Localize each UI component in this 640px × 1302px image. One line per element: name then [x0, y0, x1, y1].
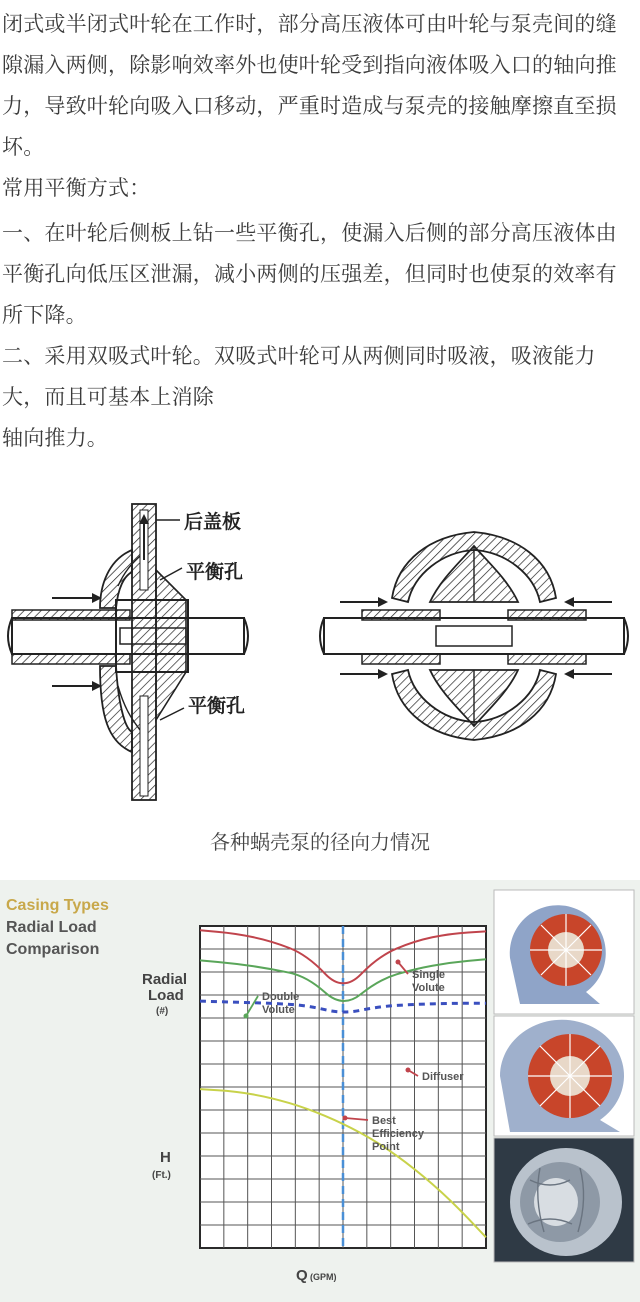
annotation-double-volute-line-2: Volute	[262, 1004, 295, 1016]
annotation-single-volute-arrow-head	[396, 960, 401, 965]
single-suction-impeller	[8, 504, 248, 800]
paragraph-method-two-end: 轴向推力。	[2, 426, 108, 450]
annotation-double-volute-line-1: Double	[262, 991, 300, 1003]
label-balance-hole-top: 平衡孔	[186, 561, 244, 583]
annotation-bep-line-2: Efficiency	[372, 1128, 424, 1140]
paragraph-intro: 闭式或半闭式叶轮在工作时，部分高压液体可由叶轮与泵壳间的缝隙漏入两侧，除影响效率外也使叶轮受到指向液体吸入口的轴向推力，导致叶轮向吸入口移动，严重时造成与泵壳的接触摩擦直至损 坏。	[2, 12, 617, 159]
double-suction-impeller	[320, 532, 628, 740]
x-label-q-unit: (GPM)	[310, 1272, 337, 1282]
impeller-diagram	[0, 490, 640, 820]
x-label-q: Q	[296, 1267, 308, 1284]
chart-caption: 各种蜗壳泵的径向力情况	[210, 830, 430, 854]
paragraph-method-one: 一、在叶轮后侧板上钻一些平衡孔，使漏入后侧的部分高压液体由平衡孔向低压区泄漏，减小两侧的压强差，但同时也使泵的效率有所下降。	[2, 221, 617, 327]
chart-subtitle-line-1: Radial Load	[6, 919, 97, 936]
chart-title: Casing Types	[6, 897, 109, 914]
paragraph-methods-heading: 常用平衡方式：	[2, 176, 151, 200]
casing-type-pictures	[494, 890, 634, 1262]
single-volute-picture	[494, 890, 634, 1014]
y-label-h: H	[160, 1149, 171, 1166]
radial-load-chart	[0, 880, 640, 1302]
diffuser-picture	[494, 1138, 634, 1262]
y-label-radial: Radial	[142, 971, 188, 988]
annotation-double-volute-arrow-head	[244, 1014, 249, 1019]
annotation-bep-arrow-head	[343, 1116, 348, 1121]
annotation-diffuser-line-1: Diffuser	[422, 1071, 464, 1083]
y-label-load: Load	[148, 987, 184, 1004]
paragraph-method-two: 二、采用双吸式叶轮。双吸式叶轮可从两侧同时吸液，吸液能力大，而且可基本上消除	[2, 344, 596, 409]
y-label-h-unit: (Ft.)	[152, 1170, 171, 1181]
annotation-single-volute-line-1: Single	[412, 969, 446, 981]
double-volute-picture	[494, 1016, 634, 1136]
label-back-cover-plate: 后盖板	[184, 511, 242, 533]
chart-subtitle-line-2: Comparison	[6, 941, 100, 958]
label-balance-hole-bottom: 平衡孔	[188, 695, 246, 717]
y-label-radial-unit: (#)	[156, 1006, 169, 1017]
annotation-bep-line-3: Point	[372, 1141, 400, 1153]
annotation-bep-line-1: Best	[372, 1115, 396, 1127]
annotation-diffuser-arrow-head	[406, 1068, 411, 1073]
annotation-single-volute-line-2: Volute	[412, 982, 445, 994]
radial-load-chart-photo	[0, 880, 640, 1302]
